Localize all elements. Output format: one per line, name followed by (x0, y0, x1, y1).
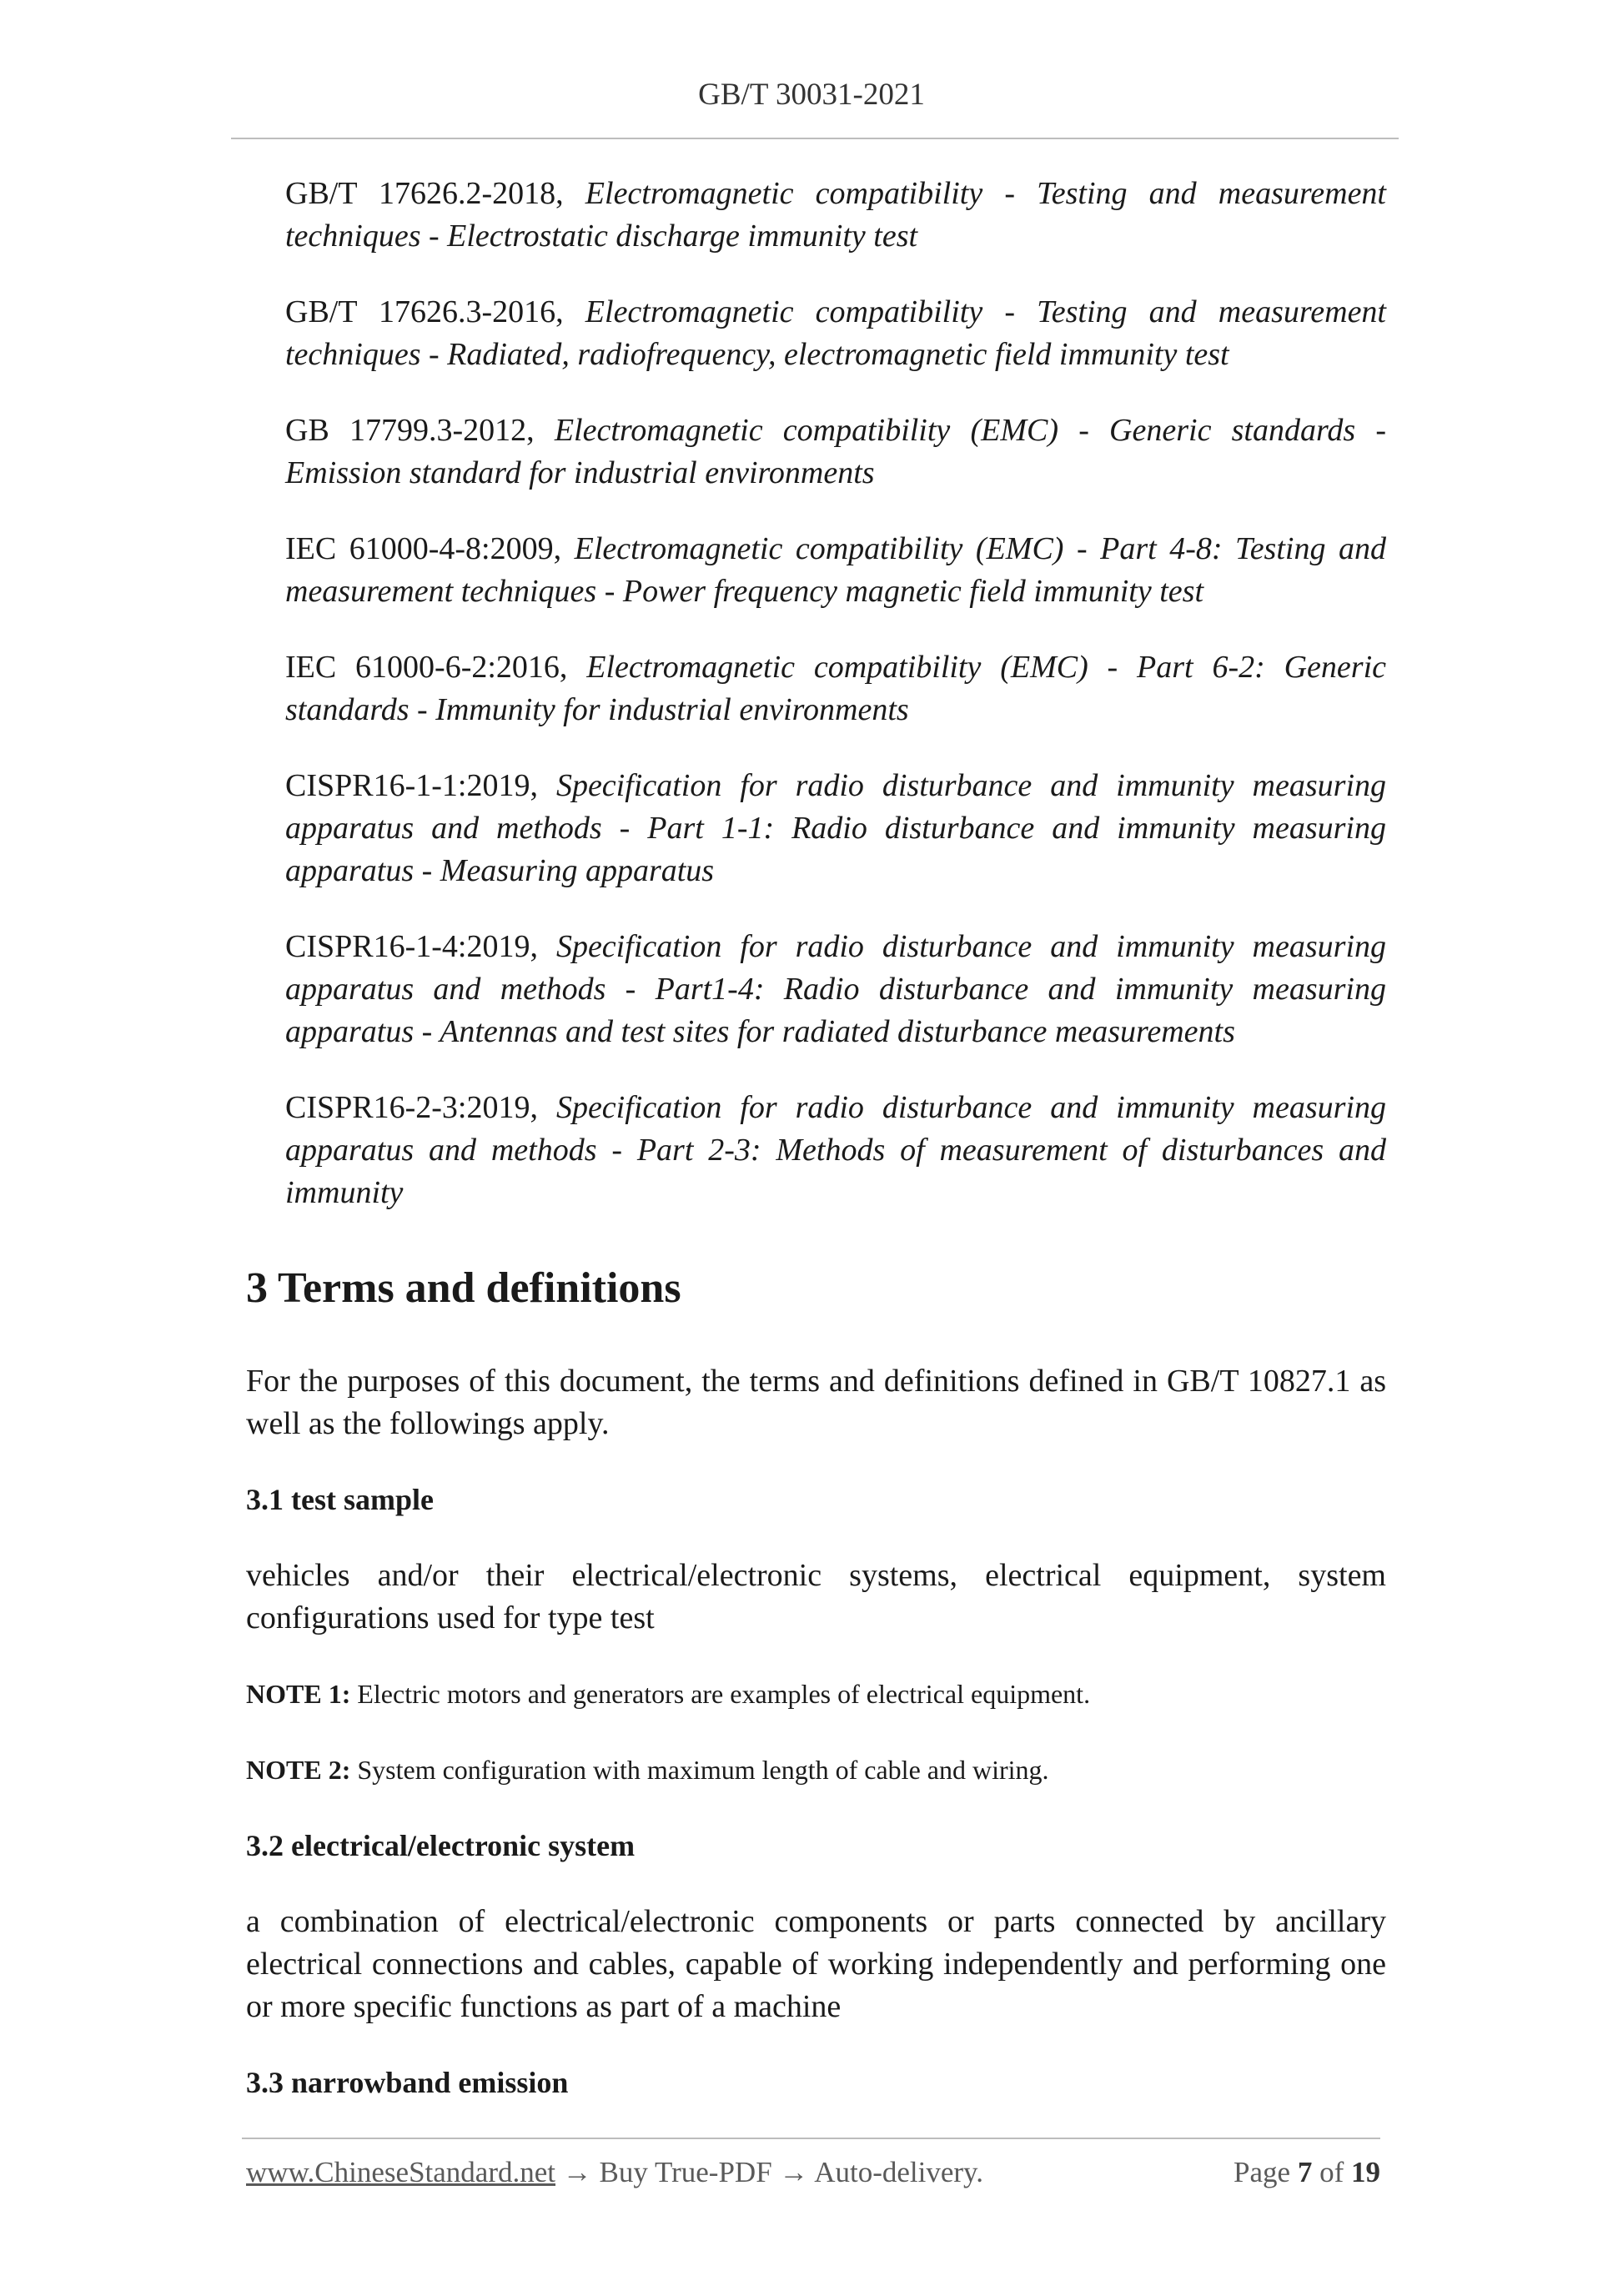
reference-item (285, 173, 1386, 258)
reference-item (285, 291, 1386, 376)
section-terms-and-definitions (246, 1259, 1386, 2138)
term-title-3-1: 3.1 test sample (246, 1483, 434, 1516)
note-1-label: NOTE 1: (246, 1679, 351, 1709)
reference-title: Specification for radio disturbance and immunity measuring apparatus and methods - Part 2-3: Methods of measurement of disturbances and immunity (285, 1090, 1386, 1210)
reference-item (285, 765, 1386, 892)
reference-title: Electromagnetic compatibility - Testing and measurement techniques - Electrostatic discharge immunity test (285, 176, 1386, 254)
footer-promo (246, 2156, 983, 2189)
reference-title: Electromagnetic compatibility (EMC) - Part 6-2: Generic standards - Immunity for industrial environments (285, 650, 1386, 727)
reference-code: GB/T 17626.3-2016, (285, 294, 585, 329)
reference-item (285, 528, 1386, 613)
reference-item (285, 1087, 1386, 1214)
reference-title: Specification for radio disturbance and immunity measuring apparatus and methods - Part1-4: Radio disturbance and immunity measuring apparatus - Antennas and test sites for radiated disturbance measurements (285, 929, 1386, 1049)
term-definition-3-2: a combination of electrical/electronic components or parts connected by ancillary electrical connections and cables, capable of working independently and performing one or more specific functions as part of a machine (246, 1904, 1386, 2024)
term-definition-3-1: vehicles and/or their electrical/electronic systems, electrical equipment, system configurations used for type test (246, 1558, 1386, 1635)
reference-code: IEC 61000-4-8:2009, (285, 531, 575, 566)
page-label: Page (1234, 2156, 1298, 2188)
reference-code: GB 17799.3-2012, (285, 413, 555, 448)
note-2-label: NOTE 2: (246, 1755, 351, 1785)
footer-promo-text: → Buy True-PDF → Auto-delivery. (555, 2156, 984, 2188)
reference-item (285, 409, 1386, 495)
page-total: 19 (1351, 2156, 1380, 2188)
reference-title: Specification for radio disturbance and immunity measuring apparatus and methods - Part 1-1: Radio disturbance and immunity measuring apparatus - Measuring apparatus (285, 768, 1386, 888)
page-number (1234, 2156, 1380, 2189)
header-divider (231, 138, 1399, 139)
note-2 (246, 1749, 1386, 1791)
note-1-text: Electric motors and generators are examples of electrical equipment. (350, 1679, 1091, 1709)
reference-code: CISPR16-2-3:2019, (285, 1090, 556, 1125)
reference-title: Electromagnetic compatibility (EMC) - Part 4-8: Testing and measurement techniques - Power frequency magnetic field immunity test (285, 531, 1386, 609)
term-title-3-3: 3.3 narrowband emission (246, 2066, 569, 2099)
reference-item (285, 926, 1386, 1053)
reference-item (285, 646, 1386, 731)
section-heading: 3 Terms and definitions (246, 1264, 681, 1312)
page-current: 7 (1297, 2156, 1313, 2188)
running-header: GB/T 30031-2021 (698, 78, 925, 112)
reference-title: Electromagnetic compatibility (EMC) - Generic standards - Emission standard for industrial environments (285, 413, 1386, 490)
footer-divider (242, 2138, 1380, 2139)
normative-references-list (285, 173, 1386, 1248)
term-title-3-2: 3.2 electrical/electronic system (246, 1829, 636, 1862)
reference-code: CISPR16-1-4:2019, (285, 929, 556, 964)
note-1 (246, 1673, 1386, 1716)
reference-code: IEC 61000-6-2:2016, (285, 650, 587, 685)
note-2-text: System configuration with maximum length of cable and wiring. (350, 1755, 1049, 1785)
reference-code: GB/T 17626.2-2018, (285, 176, 585, 211)
reference-code: CISPR16-1-1:2019, (285, 768, 556, 803)
website-link[interactable]: www.ChineseStandard.net (246, 2156, 555, 2188)
reference-title: Electromagnetic compatibility - Testing and measurement techniques - Radiated, radiofrequency, electromagnetic field immunity test (285, 294, 1386, 372)
page-of: of (1312, 2156, 1351, 2188)
section-intro: For the purposes of this document, the terms and definitions defined in GB/T 10827.1 as well as the followings apply. (246, 1364, 1386, 1441)
